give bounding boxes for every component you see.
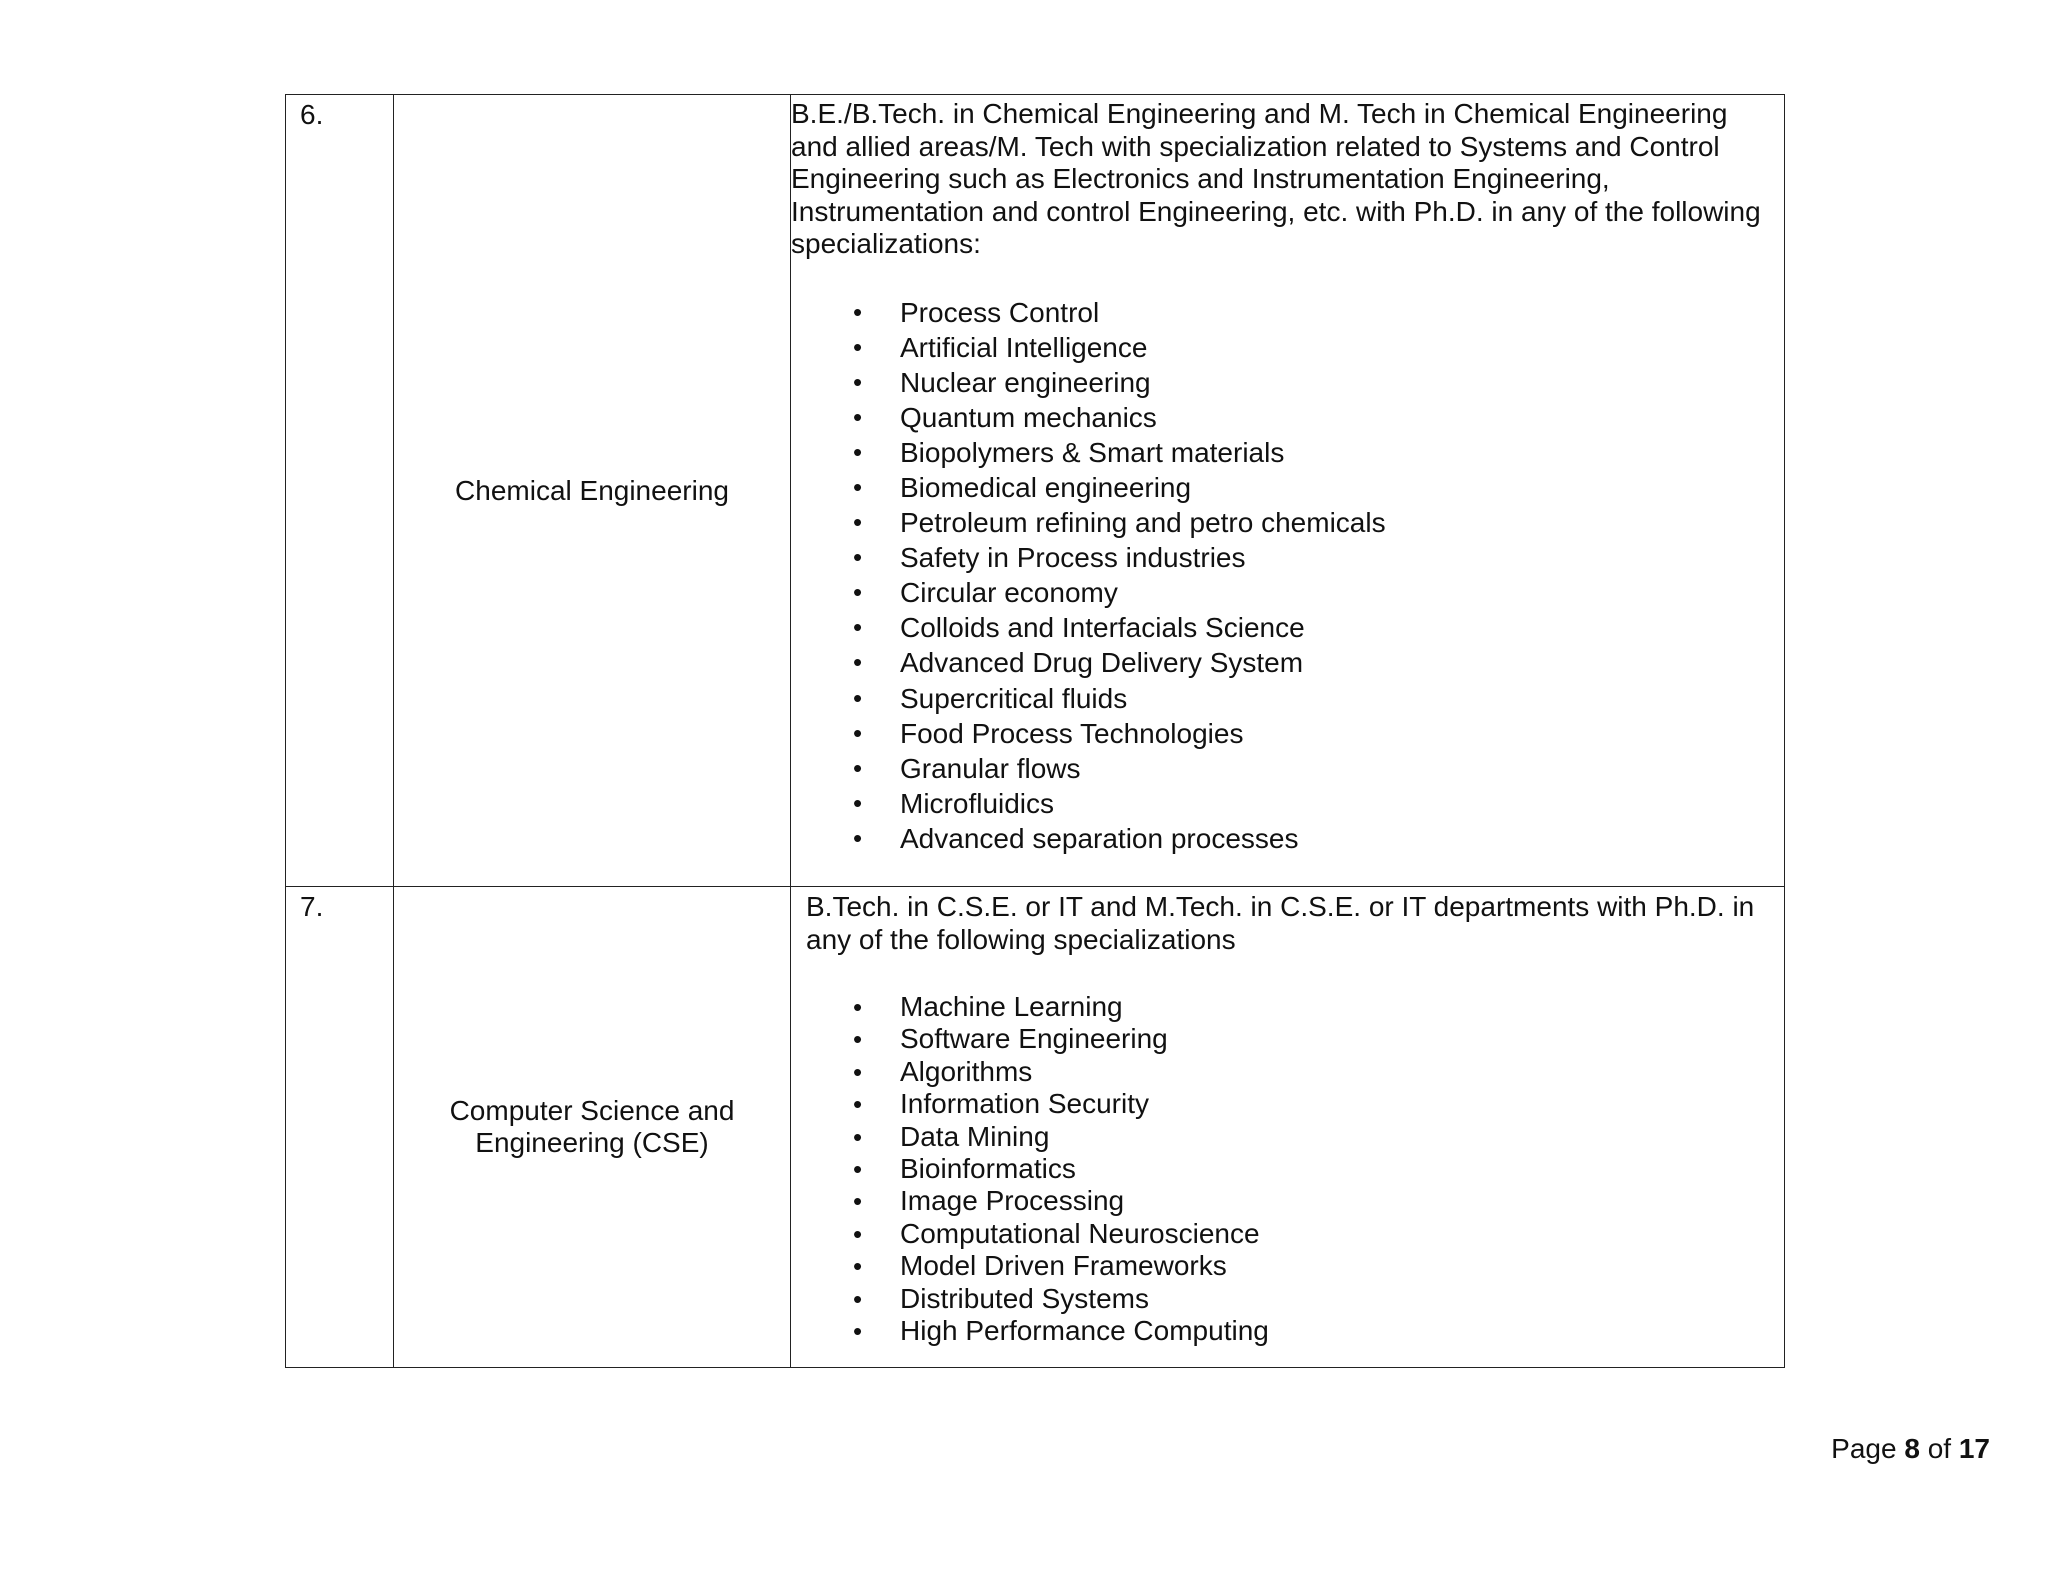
bullet-icon: • bbox=[853, 296, 863, 327]
specialization-item bbox=[791, 1218, 1784, 1250]
specialization-label: Computational Neuroscience bbox=[900, 1217, 1260, 1249]
specialization-item bbox=[791, 751, 1784, 786]
bullet-icon: • bbox=[853, 647, 863, 678]
page-number-footer bbox=[1831, 1433, 1990, 1465]
bullet-icon: • bbox=[853, 1089, 863, 1120]
specialization-label: Food Process Technologies bbox=[900, 717, 1244, 749]
serial-number: 7. bbox=[300, 891, 324, 922]
specialization-label: Petroleum refining and petro chemicals bbox=[900, 507, 1386, 539]
specialization-label: Data Mining bbox=[900, 1120, 1050, 1152]
specialization-item bbox=[791, 330, 1784, 365]
bullet-icon: • bbox=[853, 992, 863, 1022]
specialization-item bbox=[791, 540, 1784, 575]
bullet-icon: • bbox=[853, 331, 863, 362]
specialization-item bbox=[791, 1315, 1784, 1347]
specialization-label: Colloids and Interfacials Science bbox=[900, 612, 1305, 644]
specialization-label: Granular flows bbox=[900, 752, 1081, 784]
specialization-label: Software Engineering bbox=[900, 1023, 1168, 1055]
department-cell bbox=[394, 887, 791, 1368]
total-pages-number: 17 bbox=[1958, 1433, 1990, 1464]
qualification-cell bbox=[791, 887, 1785, 1368]
specialization-item bbox=[791, 435, 1784, 470]
serial-number-cell bbox=[286, 95, 394, 887]
bullet-icon: • bbox=[853, 682, 863, 713]
specialization-label: Advanced separation processes bbox=[900, 822, 1299, 854]
eligibility-table bbox=[285, 94, 1785, 1368]
specialization-item bbox=[791, 645, 1784, 680]
bullet-icon: • bbox=[853, 507, 863, 538]
specialization-label: Process Control bbox=[900, 296, 1100, 328]
bullet-icon: • bbox=[853, 787, 863, 818]
specialization-label: Information Security bbox=[900, 1088, 1149, 1120]
bullet-icon: • bbox=[853, 366, 863, 397]
bullet-icon: • bbox=[853, 1218, 863, 1249]
specialization-label: Machine Learning bbox=[900, 991, 1123, 1022]
table-row bbox=[286, 95, 1785, 887]
bullet-icon: • bbox=[853, 1121, 863, 1152]
specialization-label: Model Driven Frameworks bbox=[900, 1250, 1227, 1282]
page-label: Page bbox=[1831, 1433, 1897, 1464]
serial-number: 6. bbox=[300, 99, 324, 130]
department-name: Computer Science and Engineering (CSE) bbox=[449, 1095, 735, 1158]
table-row bbox=[286, 887, 1785, 1368]
bullet-icon: • bbox=[853, 436, 863, 467]
specialization-item bbox=[791, 1185, 1784, 1217]
qualification-text: B.E./B.Tech. in Chemical Engineering and M. Tech in Chemical Engineering and allied areas/M. Tech with specialization related to Systems and Control Engineering such as Electronics and Instrumentation Engineering, Instrumentation and control Engineering, etc. with Ph.D. in any of the following specializations: bbox=[791, 98, 1761, 259]
specialization-item bbox=[791, 365, 1784, 400]
of-label: of bbox=[1927, 1433, 1952, 1464]
specialization-label: Circular economy bbox=[900, 577, 1118, 609]
specialization-item bbox=[791, 575, 1784, 610]
serial-number-cell bbox=[286, 887, 394, 1368]
specialization-label: Safety in Process industries bbox=[900, 542, 1246, 574]
specialization-item bbox=[791, 1121, 1784, 1153]
specialization-item bbox=[791, 1153, 1784, 1185]
bullet-icon: • bbox=[853, 752, 863, 783]
specialization-item bbox=[791, 1088, 1784, 1120]
specialization-label: Nuclear engineering bbox=[900, 366, 1151, 398]
bullet-icon: • bbox=[853, 822, 863, 853]
bullet-icon: • bbox=[853, 717, 863, 748]
specialization-label: Bioinformatics bbox=[900, 1153, 1076, 1185]
specialization-item bbox=[791, 1250, 1784, 1282]
specialization-label: High Performance Computing bbox=[900, 1315, 1269, 1347]
specialization-label: Quantum mechanics bbox=[900, 401, 1157, 433]
specialization-item bbox=[791, 470, 1784, 505]
specialization-item bbox=[791, 716, 1784, 751]
bullet-icon: • bbox=[853, 1316, 863, 1347]
specialization-item bbox=[791, 786, 1784, 821]
specialization-item bbox=[791, 1056, 1784, 1088]
specialization-item bbox=[791, 1283, 1784, 1315]
bullet-icon: • bbox=[853, 1251, 863, 1282]
bullet-icon: • bbox=[853, 1186, 863, 1217]
bullet-icon: • bbox=[853, 1283, 863, 1314]
specialization-label: Distributed Systems bbox=[900, 1282, 1149, 1314]
current-page-number: 8 bbox=[1904, 1433, 1920, 1464]
bullet-icon: • bbox=[853, 577, 863, 608]
specialization-list bbox=[791, 295, 1784, 857]
bullet-icon: • bbox=[853, 542, 863, 573]
bullet-icon: • bbox=[853, 1056, 863, 1087]
specialization-item bbox=[791, 821, 1784, 856]
department-name: Chemical Engineering bbox=[455, 474, 729, 506]
specialization-item bbox=[791, 991, 1784, 1023]
specialization-item bbox=[791, 505, 1784, 540]
specialization-label: Image Processing bbox=[900, 1185, 1125, 1217]
specialization-item bbox=[791, 400, 1784, 435]
specialization-label: Microfluidics bbox=[900, 787, 1055, 819]
specialization-label: Biomedical engineering bbox=[900, 471, 1192, 503]
specialization-label: Artificial Intelligence bbox=[900, 331, 1148, 363]
qualification-cell bbox=[791, 95, 1785, 887]
specialization-label: Supercritical fluids bbox=[900, 682, 1128, 714]
bullet-icon: • bbox=[853, 1154, 863, 1185]
bullet-icon: • bbox=[853, 612, 863, 643]
qualification-text: B.Tech. in C.S.E. or IT and M.Tech. in C.S.E. or IT departments with Ph.D. in any of the following specializations bbox=[806, 891, 1755, 955]
specialization-label: Algorithms bbox=[900, 1055, 1033, 1087]
bullet-icon: • bbox=[853, 471, 863, 502]
specialization-item bbox=[791, 681, 1784, 716]
specialization-item bbox=[791, 1023, 1784, 1055]
specialization-list bbox=[791, 991, 1784, 1347]
bullet-icon: • bbox=[853, 1024, 863, 1055]
department-cell bbox=[394, 95, 791, 887]
specialization-item bbox=[791, 610, 1784, 645]
bullet-icon: • bbox=[853, 401, 863, 432]
specialization-label: Advanced Drug Delivery System bbox=[900, 647, 1304, 679]
specialization-label: Biopolymers & Smart materials bbox=[900, 436, 1285, 468]
specialization-item bbox=[791, 295, 1784, 330]
